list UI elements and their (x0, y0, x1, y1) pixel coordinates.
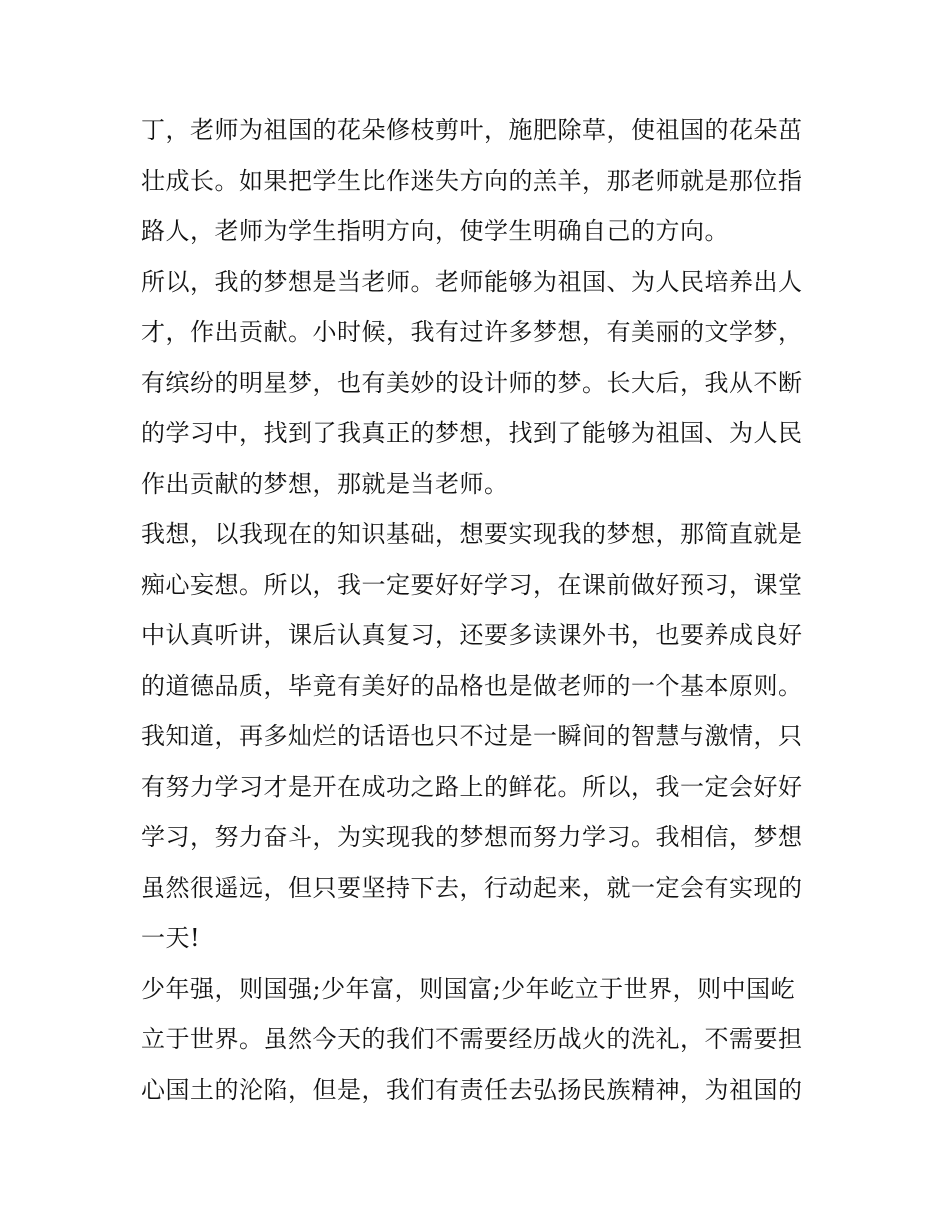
text-line: 路人，老师为学生指明方向，使学生明确自己的方向。 (141, 217, 729, 245)
text-line: 丁，老师为祖国的花朵修枝剪叶，施肥除草，使祖国的花朵茁 (141, 116, 803, 144)
text-line: 有缤纷的明星梦，也有美妙的设计师的梦。长大后，我从不断 (141, 368, 803, 397)
text-line: 少年强，则国强;少年富，则国富;少年屹立于世界，则中国屹 (141, 974, 796, 1003)
text-line: 中认真听讲，课后认真复习，还要多读课外书，也要养成良好 (141, 621, 803, 649)
text-line: 壮成长。如果把学生比作迷失方向的羔羊，那老师就是那位指 (141, 166, 803, 195)
text-line: 我想，以我现在的知识基础，想要实现我的梦想，那简直就是 (141, 520, 803, 548)
text-line: 一天! (141, 924, 201, 952)
text-line: 有努力学习才是开在成功之路上的鲜花。所以，我一定会好好 (141, 772, 803, 801)
text-line: 的道德品质，毕竟有美好的品格也是做老师的一个基本原则。 (141, 671, 803, 700)
text-line: 的学习中，找到了我真正的梦想，找到了能够为祖国、为人民 (141, 419, 803, 447)
text-line: 心国土的沦陷，但是，我们有责任去弘扬民族精神，为祖国的 (141, 1075, 803, 1104)
text-line: 才，作出贡献。小时候，我有过许多梦想，有美丽的文学梦， (141, 318, 803, 346)
text-line: 所以，我的梦想是当老师。老师能够为祖国、为人民培养出人 (141, 267, 803, 296)
text-line: 学习，努力奋斗，为实现我的梦想而努力学习。我相信，梦想 (141, 823, 803, 851)
body-text (141, 105, 813, 1115)
text-line: 虽然很遥远，但只要坚持下去，行动起来，就一定会有实现的 (141, 873, 803, 902)
text-line: 立于世界。虽然今天的我们不需要经历战火的洗礼，不需要担 (141, 1025, 803, 1053)
text-line: 我知道，再多灿烂的话语也只不过是一瞬间的智慧与激情，只 (141, 722, 803, 750)
text-line: 作出贡献的梦想，那就是当老师。 (141, 469, 509, 498)
text-line: 痴心妄想。所以，我一定要好好学习，在课前做好预习，课堂 (141, 570, 803, 599)
